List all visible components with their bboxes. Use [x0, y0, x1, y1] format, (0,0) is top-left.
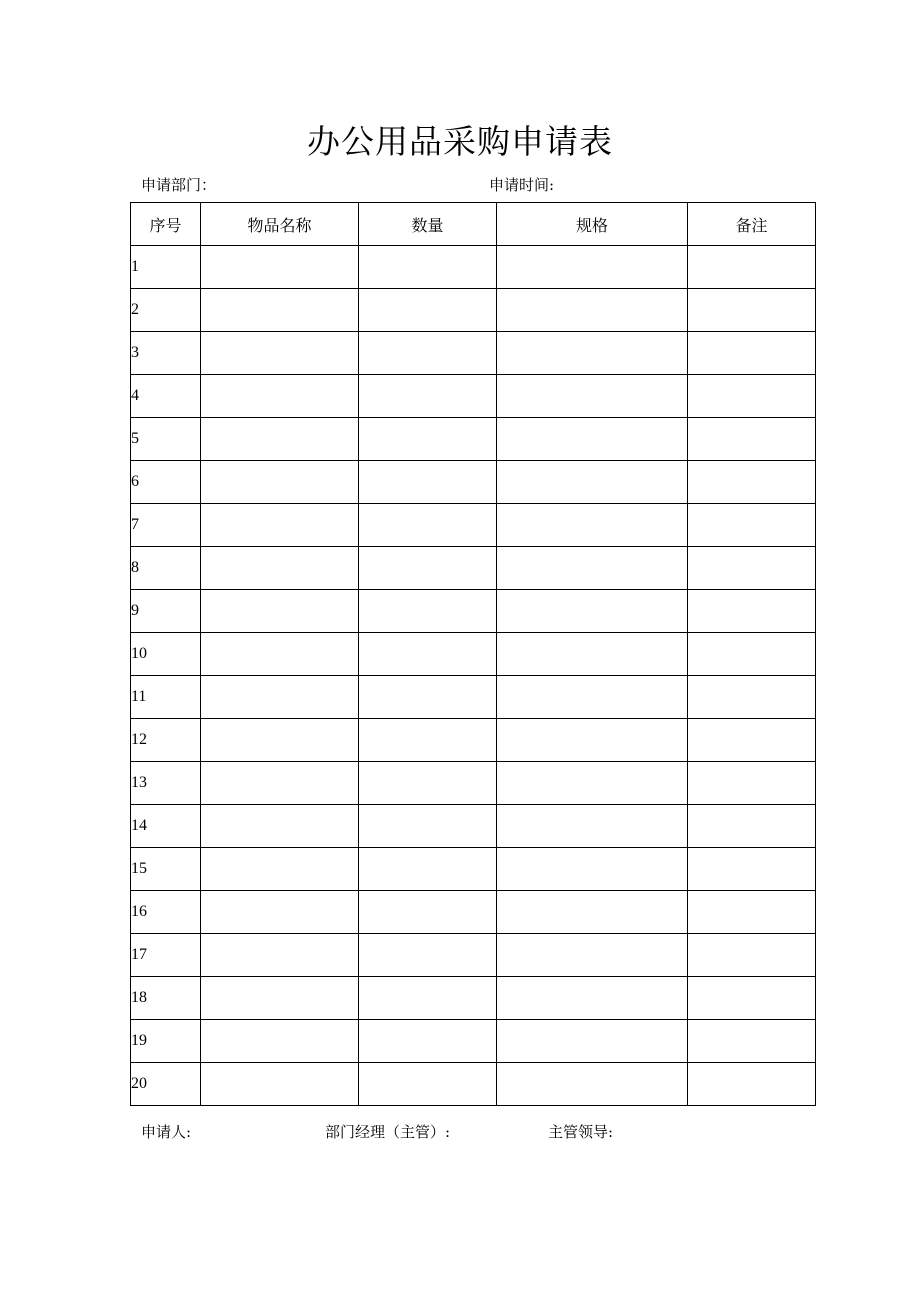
time-label: 申请时间:: [489, 176, 555, 194]
cell-remark[interactable]: [688, 504, 816, 547]
cell-item-name[interactable]: [201, 719, 359, 762]
cell-spec[interactable]: [497, 891, 688, 934]
cell-item-name[interactable]: [201, 547, 359, 590]
table-row: [131, 461, 816, 504]
cell-spec[interactable]: [497, 1063, 688, 1106]
table-header-row: [131, 203, 816, 246]
cell-remark[interactable]: [688, 246, 816, 289]
cell-item-name[interactable]: [201, 289, 359, 332]
cell-remark[interactable]: [688, 590, 816, 633]
cell-remark[interactable]: [688, 934, 816, 977]
cell-quantity[interactable]: [359, 633, 497, 676]
row-index: 1: [131, 246, 201, 289]
cell-quantity[interactable]: [359, 676, 497, 719]
cell-remark[interactable]: [688, 676, 816, 719]
cell-quantity[interactable]: [359, 547, 497, 590]
cell-quantity[interactable]: [359, 418, 497, 461]
cell-spec[interactable]: [497, 1020, 688, 1063]
table-row: [131, 289, 816, 332]
row-index: 5: [131, 418, 201, 461]
table-row: [131, 977, 816, 1020]
cell-quantity[interactable]: [359, 719, 497, 762]
cell-remark[interactable]: [688, 848, 816, 891]
table-row: [131, 1020, 816, 1063]
cell-item-name[interactable]: [201, 418, 359, 461]
cell-quantity[interactable]: [359, 246, 497, 289]
purchase-table: [130, 202, 816, 1106]
cell-spec[interactable]: [497, 848, 688, 891]
cell-remark[interactable]: [688, 418, 816, 461]
manager-label: 部门经理（主管）:: [325, 1123, 451, 1141]
table-row: [131, 633, 816, 676]
row-index: 13: [131, 762, 201, 805]
cell-item-name[interactable]: [201, 805, 359, 848]
table-row: [131, 504, 816, 547]
cell-spec[interactable]: [497, 719, 688, 762]
cell-remark[interactable]: [688, 332, 816, 375]
row-index: 18: [131, 977, 201, 1020]
cell-spec[interactable]: [497, 418, 688, 461]
cell-item-name[interactable]: [201, 1063, 359, 1106]
row-index: 14: [131, 805, 201, 848]
cell-quantity[interactable]: [359, 375, 497, 418]
cell-quantity[interactable]: [359, 461, 497, 504]
cell-spec[interactable]: [497, 332, 688, 375]
header-spec: 规格: [497, 203, 688, 246]
cell-spec[interactable]: [497, 676, 688, 719]
cell-spec[interactable]: [497, 977, 688, 1020]
cell-quantity[interactable]: [359, 1063, 497, 1106]
cell-item-name[interactable]: [201, 375, 359, 418]
cell-remark[interactable]: [688, 1020, 816, 1063]
leader-label: 主管领导:: [548, 1123, 614, 1141]
table-row: [131, 934, 816, 977]
cell-quantity[interactable]: [359, 762, 497, 805]
row-index: 19: [131, 1020, 201, 1063]
cell-item-name[interactable]: [201, 676, 359, 719]
cell-item-name[interactable]: [201, 504, 359, 547]
row-index: 8: [131, 547, 201, 590]
page-title: 办公用品采购申请表: [307, 122, 613, 161]
row-index: 9: [131, 590, 201, 633]
cell-quantity[interactable]: [359, 805, 497, 848]
cell-remark[interactable]: [688, 977, 816, 1020]
table-row: [131, 676, 816, 719]
cell-item-name[interactable]: [201, 762, 359, 805]
cell-spec[interactable]: [497, 375, 688, 418]
row-index: 11: [131, 676, 201, 719]
header-quantity: 数量: [359, 203, 497, 246]
cell-quantity[interactable]: [359, 590, 497, 633]
table-row: [131, 375, 816, 418]
table-row: [131, 805, 816, 848]
table-row: [131, 418, 816, 461]
cell-item-name[interactable]: [201, 246, 359, 289]
cell-spec[interactable]: [497, 934, 688, 977]
cell-quantity[interactable]: [359, 332, 497, 375]
cell-item-name[interactable]: [201, 977, 359, 1020]
row-index: 16: [131, 891, 201, 934]
row-index: 7: [131, 504, 201, 547]
cell-spec[interactable]: [497, 762, 688, 805]
header-remark: 备注: [688, 203, 816, 246]
cell-quantity[interactable]: [359, 504, 497, 547]
cell-remark[interactable]: [688, 762, 816, 805]
cell-remark[interactable]: [688, 891, 816, 934]
row-index: 2: [131, 289, 201, 332]
cell-spec[interactable]: [497, 590, 688, 633]
cell-remark[interactable]: [688, 375, 816, 418]
cell-quantity[interactable]: [359, 848, 497, 891]
cell-item-name[interactable]: [201, 590, 359, 633]
cell-remark[interactable]: [688, 461, 816, 504]
cell-spec[interactable]: [497, 461, 688, 504]
cell-item-name[interactable]: [201, 332, 359, 375]
row-index: 17: [131, 934, 201, 977]
cell-spec[interactable]: [497, 246, 688, 289]
row-index: 6: [131, 461, 201, 504]
department-label: 申请部门：: [141, 176, 217, 194]
table-row: [131, 1063, 816, 1106]
row-index: 3: [131, 332, 201, 375]
cell-remark[interactable]: [688, 289, 816, 332]
cell-spec[interactable]: [497, 289, 688, 332]
cell-spec[interactable]: [497, 633, 688, 676]
row-index: 4: [131, 375, 201, 418]
table-row: [131, 332, 816, 375]
table-row: [131, 719, 816, 762]
cell-spec[interactable]: [497, 547, 688, 590]
cell-spec[interactable]: [497, 504, 688, 547]
cell-spec[interactable]: [497, 805, 688, 848]
cell-remark[interactable]: [688, 719, 816, 762]
cell-item-name[interactable]: [201, 461, 359, 504]
row-index: 20: [131, 1063, 201, 1106]
row-index: 15: [131, 848, 201, 891]
cell-item-name[interactable]: [201, 934, 359, 977]
table-row: [131, 762, 816, 805]
cell-item-name[interactable]: [201, 848, 359, 891]
cell-remark[interactable]: [688, 1063, 816, 1106]
cell-quantity[interactable]: [359, 934, 497, 977]
cell-item-name[interactable]: [201, 633, 359, 676]
header-index: 序号: [131, 203, 201, 246]
table-row: [131, 246, 816, 289]
table-row: [131, 547, 816, 590]
cell-quantity[interactable]: [359, 1020, 497, 1063]
cell-remark[interactable]: [688, 547, 816, 590]
table-row: [131, 590, 816, 633]
table-row: [131, 848, 816, 891]
cell-remark[interactable]: [688, 805, 816, 848]
cell-quantity[interactable]: [359, 891, 497, 934]
cell-quantity[interactable]: [359, 289, 497, 332]
cell-quantity[interactable]: [359, 977, 497, 1020]
cell-item-name[interactable]: [201, 1020, 359, 1063]
header-item-name: 物品名称: [201, 203, 359, 246]
applicant-label: 申请人:: [141, 1123, 192, 1141]
cell-item-name[interactable]: [201, 891, 359, 934]
cell-remark[interactable]: [688, 633, 816, 676]
row-index: 12: [131, 719, 201, 762]
table-row: [131, 891, 816, 934]
row-index: 10: [131, 633, 201, 676]
